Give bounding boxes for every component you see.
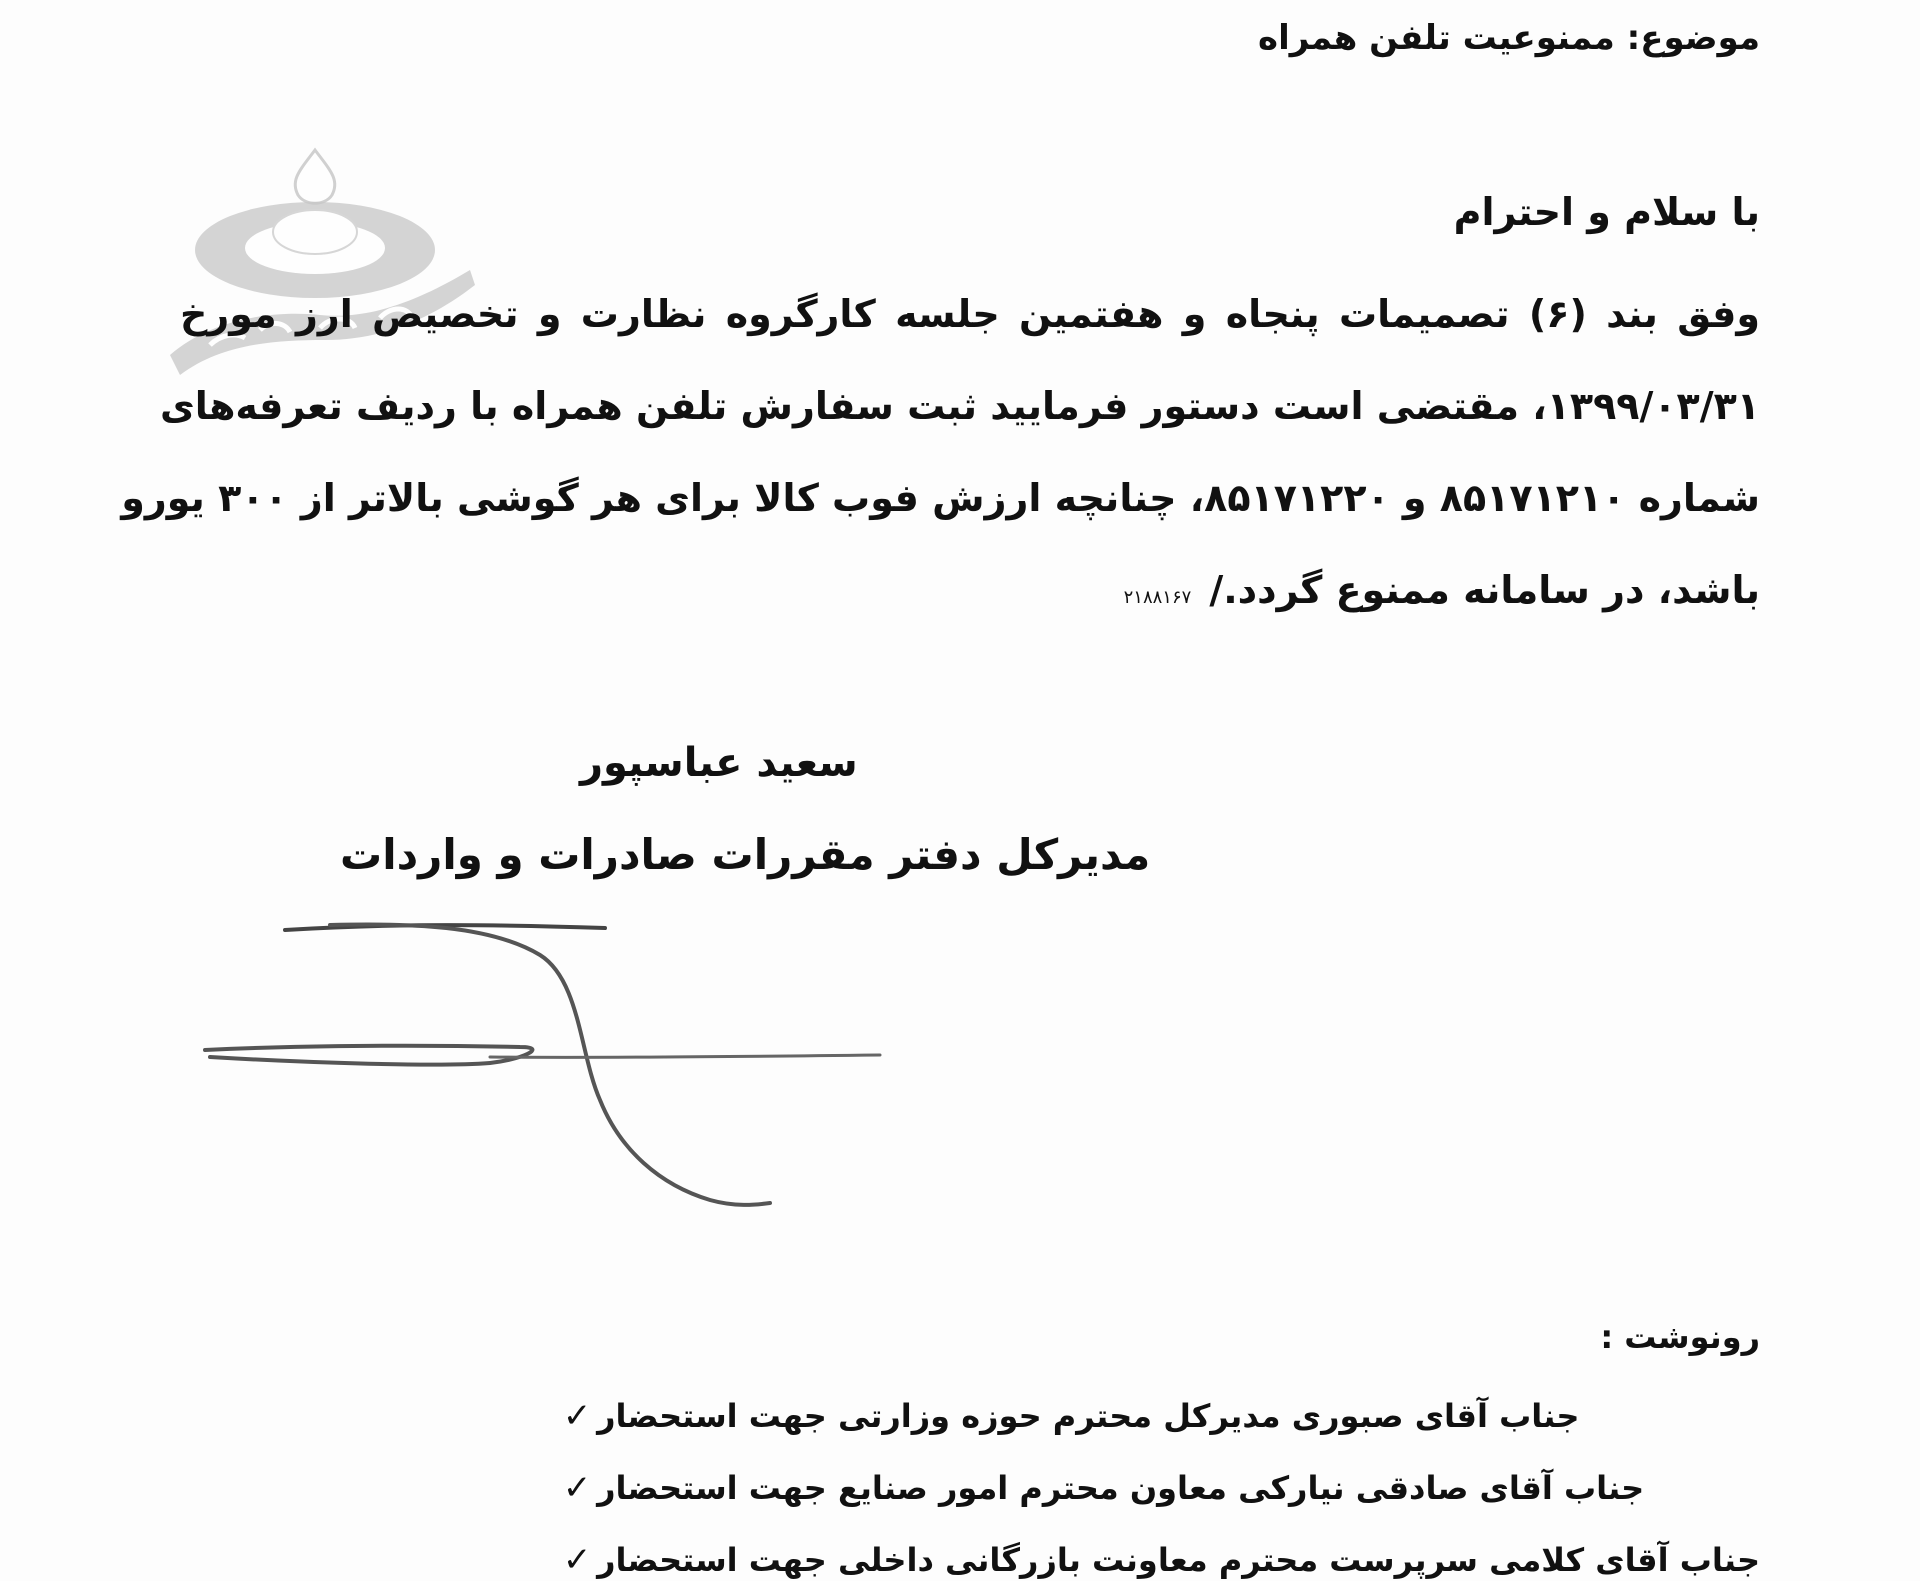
signatory-name: سعید عباسپور [580,740,858,786]
cc-item-text: جناب آقای صبوری مدیرکل محترم حوزه وزارتی جهت استحضار [597,1397,1580,1435]
subject-line: موضوع: ممنوعیت تلفن همراه [1258,18,1760,58]
body-line-3: شماره ۸۵۱۷۱۲۱۰ و ۸۵۱۷۱۲۲۰، چنانچه ارزش فوب کالا برای هر گوشی بالاتر از ۳۰۰ یورو [121,476,1760,520]
cc-label: رونوشت : [1600,1318,1760,1356]
check-icon: ✓ [562,1468,592,1508]
greeting: با سلام و احترام [1453,190,1760,234]
cc-list [531,1380,1760,1596]
signatory-title: مدیرکل دفتر مقررات صادرات و واردات [340,830,1151,879]
cc-item [531,1452,1760,1524]
cc-item-text: جناب آقای کلامی سرپرست محترم معاونت بازرگانی داخلی جهت استحضار [597,1541,1760,1579]
reference-number: ۲۱۸۸۱۶۷ [1123,587,1192,608]
cc-item [531,1380,1760,1452]
handwritten-signature [190,895,910,1225]
cc-item [531,1524,1760,1596]
body-line-4 [180,544,1760,644]
check-icon: ✓ [562,1396,592,1436]
body-line-1: وفق بند (۶) تصمیمات پنجاه و هفتمین جلسه کارگروه نظارت و تخصیص ارز مورخ [180,292,1761,336]
body-line-4-text: باشد، در سامانه ممنوع گردد./ [1209,568,1760,612]
letter-body [121,268,1761,644]
check-icon: ✓ [562,1540,592,1580]
body-line-2: ۱۳۹۹/۰۳/۳۱، مقتضی است دستور فرمایید ثبت سفارش تلفن همراه با ردیف تعرفه‌های [159,384,1760,428]
cc-item-text: جناب آقای صادقی نیارکی معاون محترم امور صنایع جهت استحضار [597,1469,1645,1507]
